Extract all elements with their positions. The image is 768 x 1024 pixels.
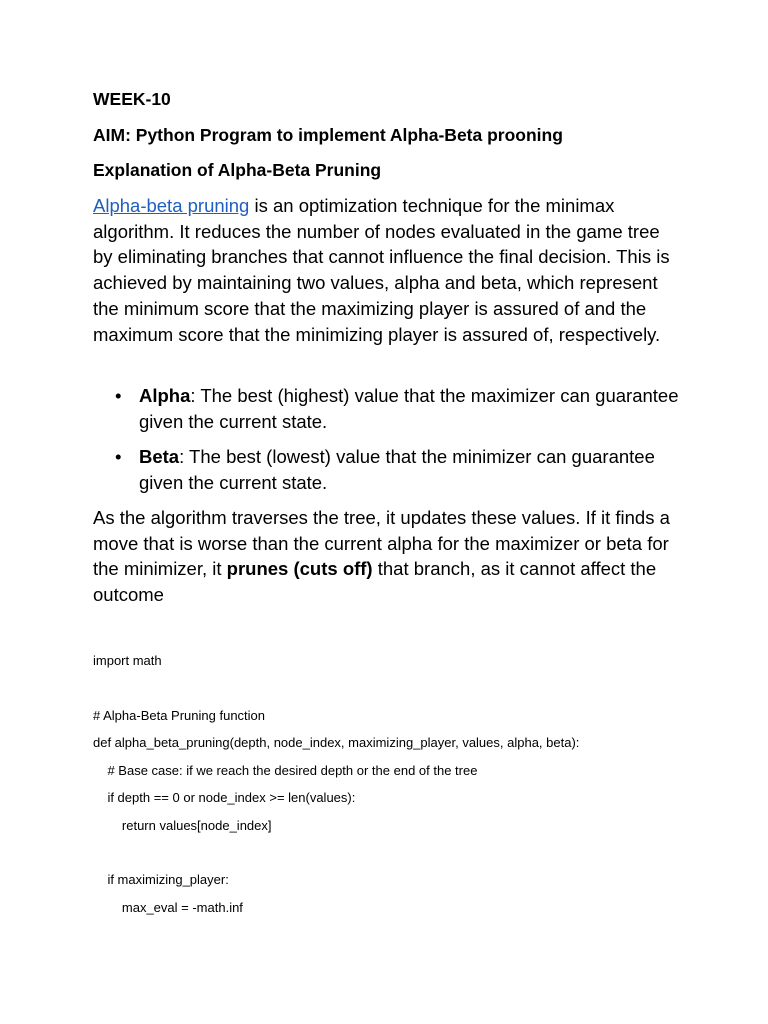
code-line: # Base case: if we reach the desired depth or the end of the tree <box>93 763 478 778</box>
code-line: # Alpha-Beta Pruning function <box>93 708 266 723</box>
explanation-heading: Explanation of Alpha-Beta Pruning <box>93 160 382 180</box>
aim-heading: AIM: Python Program to implement Alpha-Beta prooning <box>93 125 563 145</box>
outro-paragraph <box>93 505 683 608</box>
code-line: import math <box>93 653 162 668</box>
intro-text: is an optimization technique for the minimax algorithm. It reduces the number of nodes evaluated in the game tree by eliminating branches that cannot influence the final decision. This is achieved by maintaining two values, alpha and beta, which represent the minimum score that the maximizing player is assured of and the maximum score that the minimizing player is assured of, respectively. <box>93 195 670 345</box>
bullet-dot-icon: • <box>115 446 122 467</box>
bullet-alpha-term: Alpha <box>139 385 191 406</box>
outro-bold-text: prunes (cuts off) <box>226 558 373 580</box>
code-line: return values[node_index] <box>93 818 272 833</box>
bullet-dot-icon: • <box>115 385 122 406</box>
bullet-alpha-desc: : The best (highest) value that the maximizer can guarantee given the current state. <box>139 385 679 432</box>
code-line: if depth == 0 or node_index >= len(values): <box>93 790 356 805</box>
alpha-beta-pruning-link[interactable]: Alpha-beta pruning <box>93 195 250 216</box>
bullet-beta-text <box>139 444 679 495</box>
code-line: def alpha_beta_pruning(depth, node_index, maximizing_player, values, alpha, beta): <box>93 735 580 750</box>
outro-text-after: that branch, as it cannot affect the outcome <box>93 558 657 606</box>
intro-paragraph <box>93 193 683 347</box>
bullet-alpha-text <box>139 383 679 434</box>
bullet-beta-desc: : The best (lowest) value that the minimizer can guarantee given the current state. <box>139 446 655 493</box>
week-heading: WEEK-10 <box>93 89 171 109</box>
code-line: if maximizing_player: <box>93 872 229 887</box>
outro-text-before: As the algorithm traverses the tree, it updates these values. If it finds a move that is worse than the current alpha for the maximizer or beta for the minimizer, it <box>93 507 670 580</box>
code-line: max_eval = -math.inf <box>93 900 243 915</box>
bullet-beta-term: Beta <box>139 446 180 467</box>
